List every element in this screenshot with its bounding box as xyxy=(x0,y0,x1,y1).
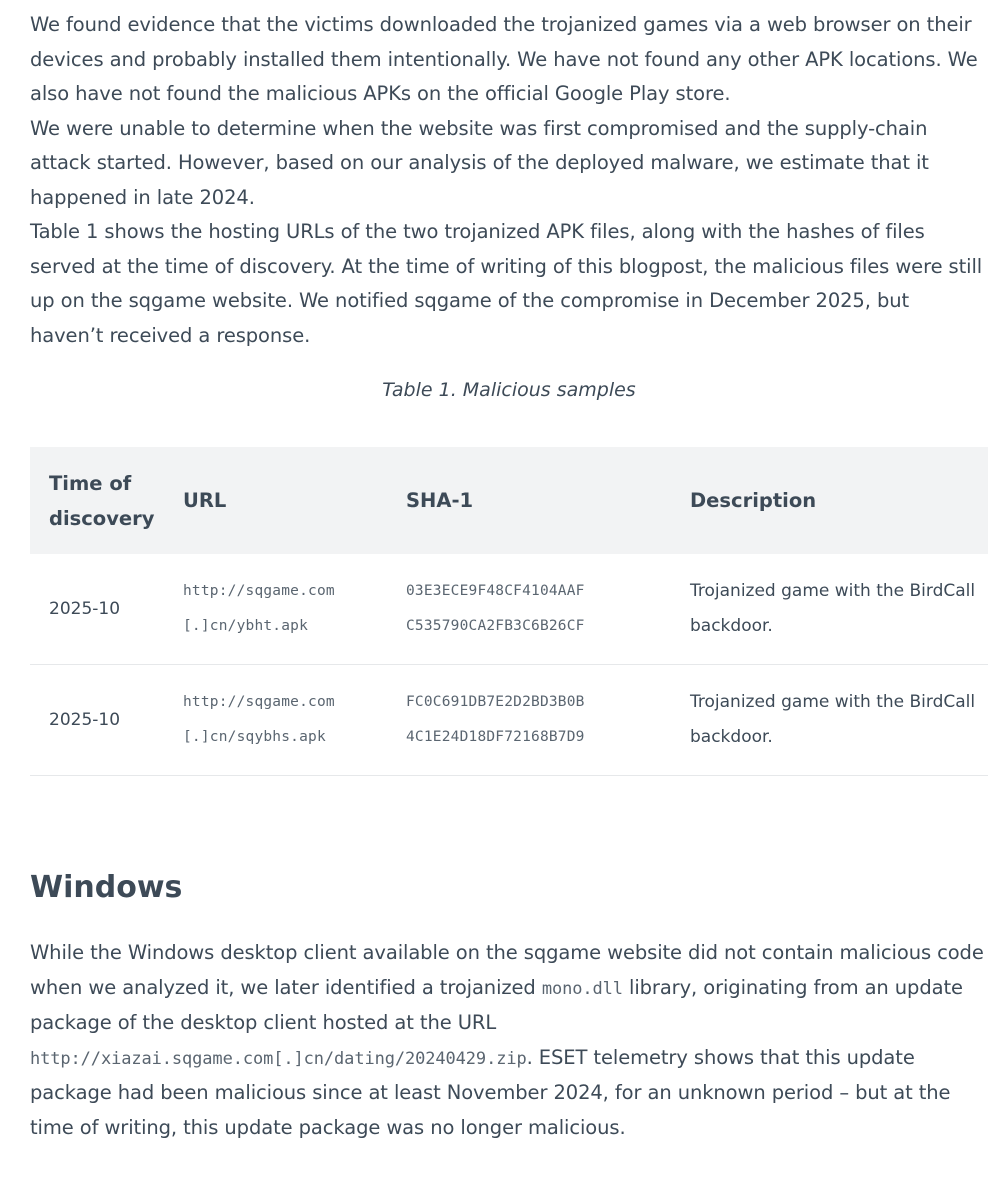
paragraph-table-intro: Table 1 shows the hosting URLs of the two trojanized APK files, along with the hashes of files served at the time of discovery. At the time of writing of this blogpost, the malicious files were still up on the sqgame website. We notified sqgame of the compromise in December 2025, but haven’t received a response. xyxy=(30,220,983,347)
cell-time: 2025-10 xyxy=(30,665,164,776)
cell-description-line2: backdoor. xyxy=(690,616,773,636)
cell-description-line1: Trojanized game with the BirdCall xyxy=(690,581,976,601)
cell-url-line1: http://sqgame.com xyxy=(183,694,335,710)
cell-description xyxy=(671,554,988,665)
table-row xyxy=(30,665,988,776)
cell-sha1-line1: FC0C691DB7E2D2BD3B0B xyxy=(406,694,585,710)
paragraph-windows-client xyxy=(30,936,988,1145)
cell-url-line1: http://sqgame.com xyxy=(183,583,335,599)
header-time-line2: discovery xyxy=(49,506,155,530)
inline-code-mono-dll: mono.dll xyxy=(541,978,623,999)
cell-description-line2: backdoor. xyxy=(690,727,773,747)
table-row xyxy=(30,554,988,665)
windows-text-part2: library, originating from an update package of the desktop client hosted at the URL xyxy=(30,975,963,1034)
cell-sha1 xyxy=(387,554,671,665)
paragraph-compromise-timing: We were unable to determine when the website was first compromised and the supply-chain attack started. However, based on our analysis of the deployed malware, we estimate that it happened in late 2024. xyxy=(30,116,929,209)
article-content xyxy=(30,8,988,1145)
table-header-row xyxy=(30,447,988,554)
cell-sha1-line1: 03E3ECE9F48CF4104AAF xyxy=(406,583,585,599)
paragraph-victims-evidence: We found evidence that the victims downloaded the trojanized games via a web browser on their devices and probably installed them intentionally. We have not found any other APK locations. We also have not found the malicious APKs on the official Google Play store. xyxy=(30,13,978,105)
cell-url-line2: [.]cn/ybht.apk xyxy=(183,618,309,634)
cell-url xyxy=(164,554,387,665)
cell-sha1 xyxy=(387,665,671,776)
malicious-samples-table xyxy=(30,447,988,776)
cell-sha1-line2: C535790CA2FB3C6B26CF xyxy=(406,618,585,634)
cell-url-line2: [.]cn/sqybhs.apk xyxy=(183,729,326,745)
inline-code-update-url: http://xiazai.sqgame.com[.]cn/dating/20240429.zip xyxy=(30,1048,527,1069)
header-time-of-discovery xyxy=(30,447,164,554)
windows-text-part1: While the Windows desktop client available on the sqgame website did not contain malicious code when we analyzed it, we later identified a trojanized xyxy=(30,941,984,999)
cell-time: 2025-10 xyxy=(30,554,164,665)
table-caption: Table 1. Malicious samples xyxy=(382,379,636,401)
cell-description-line1: Trojanized game with the BirdCall xyxy=(690,692,976,712)
cell-description xyxy=(671,665,988,776)
header-sha1: SHA-1 xyxy=(387,447,671,554)
header-url: URL xyxy=(164,447,387,554)
windows-text-part3: . ESET telemetry shows that this update package had been malicious since at least November 2024, for an unknown period – but at the time of writing, this update package was no longer malicious. xyxy=(30,1045,951,1139)
header-time-line1: Time of xyxy=(49,471,132,495)
cell-sha1-line2: 4C1E24D18DF72168B7D9 xyxy=(406,729,585,745)
header-description: Description xyxy=(671,447,988,554)
section-heading-windows: Windows xyxy=(30,870,183,905)
cell-url xyxy=(164,665,387,776)
